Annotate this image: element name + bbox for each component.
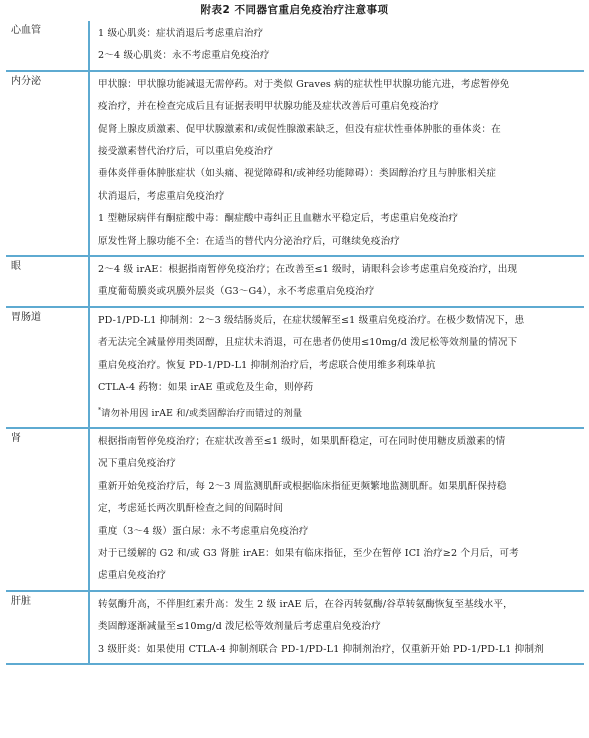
content-line: 甲状腺：甲状腺功能减退无需停药。对于类似 Graves 病的症状性甲状腺功能亢进，考虑暂停免 (98, 78, 510, 90)
table-row-kidney (6, 428, 584, 591)
content-line: 转氨酶升高，不伴胆红素升高：发生 2 级 irAE 后，在谷丙转氨酶/谷草转氨酶恢复至基线水平， (98, 598, 513, 610)
category-cell: 肾 (6, 428, 89, 591)
content-cell (89, 591, 584, 664)
content-line: 原发性肾上腺功能不全：在适当的替代内分泌治疗后，可继续免疫治疗 (98, 235, 401, 247)
content-line: 2～4 级 irAE：根据指南暂停免疫治疗；在改善至≤1 级时，请眼科会诊考虑重启免疫治疗，出现 (98, 264, 518, 276)
category-cell: 心血管 (6, 21, 89, 71)
table-row-cardiovascular (6, 21, 584, 71)
category-cell: 胃肠道 (6, 307, 89, 428)
content-line: 重度（3～4 级）蛋白尿：永不考虑重启免疫治疗 (98, 525, 309, 537)
content-line: 疫治疗，并在检查完成后且有证据表明甲状腺功能及症状改善后可重启免疫治疗 (98, 101, 440, 113)
content-line: 重新开始免疫治疗后，每 2～3 周监测肌酐或根据临床指征更频繁地监测肌酐。如果肌酐保持稳 (98, 480, 507, 492)
content-cell (89, 428, 584, 591)
content-line: 3 级肝炎：如果使用 CTLA-4 抑制剂联合 PD-1/PD-L1 抑制剂治疗，仅重新开始 PD-1/PD-L1 抑制剂 (98, 643, 544, 655)
content-cell (89, 71, 584, 256)
footnote-text: 请勿补用因 irAE 和/或类固醇治疗而错过的剂量 (101, 407, 303, 419)
category-cell: 眼 (6, 256, 89, 307)
table-row-endocrine (6, 71, 584, 256)
content-line: 促肾上腺皮质激素、促甲状腺激素和/或促性腺激素缺乏，但没有症状性垂体肿胀的垂体炎：在 (98, 123, 501, 135)
content-line: 1 级心肌炎：症状消退后考虑重启治疗 (98, 28, 264, 39)
content-line: 虑重启免疫治疗 (98, 570, 167, 582)
content-line: 重度葡萄膜炎或巩膜外层炎（G3～G4），永不考虑重启免疫治疗 (98, 286, 375, 298)
category-cell: 内分泌 (6, 71, 89, 256)
content-cell (89, 256, 584, 307)
table-row-liver (6, 591, 584, 664)
content-line: 定，考虑延长两次肌酐检查之间的间隔时间 (98, 503, 284, 515)
content-line: 垂体炎伴垂体肿胀症状（如头痛、视觉障碍和/或神经功能障碍）：类固醇治疗且与肿胀相关症 (98, 168, 497, 180)
content-line: CTLA-4 药物：如果 irAE 重或危及生命，则停药 (98, 382, 314, 394)
content-cell (89, 307, 584, 428)
content-line: 根据指南暂停免疫治疗；在症状改善至≤1 级时，如果肌酐稳定，可在同时使用糖皮质激素的情 (98, 435, 506, 447)
content-line: 重启免疫治疗。恢复 PD-1/PD-L1 抑制剂治疗后，考虑联合使用维多利珠单抗 (98, 359, 436, 371)
table-row-gastrointestinal (6, 307, 584, 428)
category-cell: 肝脏 (6, 591, 89, 664)
restart-immunotherapy-table (6, 21, 584, 665)
content-line: 状消退后，考虑重启免疫治疗 (98, 190, 225, 202)
content-line: 者无法完全减量停用类固醇，且症状未消退，可在患者仍使用≤10mg/d 泼尼松等效剂量的情况下 (98, 337, 518, 349)
footnote-line (98, 400, 580, 425)
content-cell (89, 21, 584, 71)
content-line: 接受激素替代治疗后，可以重启免疫治疗 (98, 146, 274, 158)
content-line: 况下重启免疫治疗 (98, 458, 176, 470)
content-line: PD-1/PD-L1 抑制剂：2～3 级结肠炎后，在症状缓解至≤1 级重启免疫治疗。在极少数情况下，患 (98, 314, 525, 326)
content-line: 2～4 级心肌炎：永不考虑重启免疫治疗 (98, 50, 270, 62)
table-caption: 附表2 不同器官重启免疫治疗注意事项 (200, 4, 389, 16)
content-line: 类固醇逐渐减量至≤10mg/d 泼尼松等效剂量后考虑重启免疫治疗 (98, 621, 381, 633)
table-row-eye (6, 256, 584, 307)
content-line: 对于已缓解的 G2 和/或 G3 肾脏 irAE：如果有临床指征，至少在暂停 ICI 治疗≥2 个月后，可考 (98, 547, 519, 559)
content-line: 1 型糖尿病伴有酮症酸中毒：酮症酸中毒纠正且血糖水平稳定后，考虑重启免疫治疗 (98, 213, 459, 225)
footnote-marker: * (98, 406, 102, 414)
